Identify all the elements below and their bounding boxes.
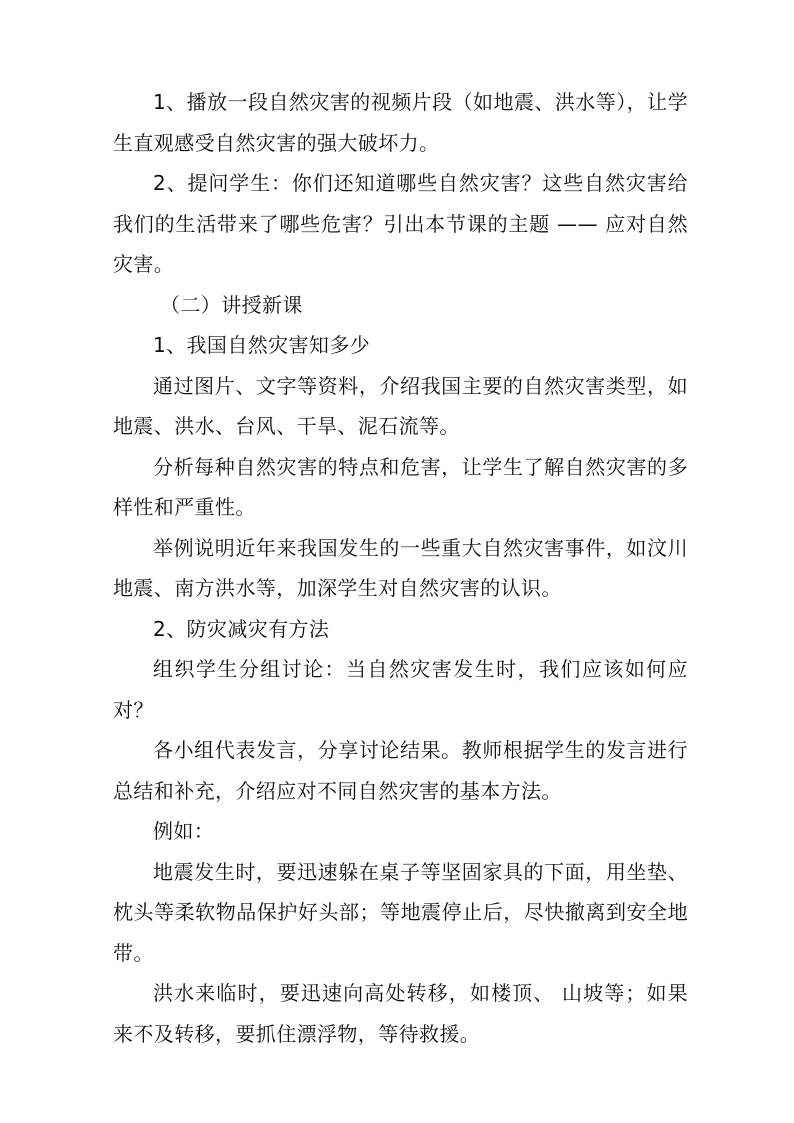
paragraph-disaster-types: 通过图片、文字等资料，介绍我国主要的自然灾害类型，如地震、洪水、台风、干旱、泥石流等。 — [113, 373, 688, 438]
document-body — [113, 82, 688, 1054]
paragraph-for-example: 例如： — [153, 819, 215, 843]
paragraph-group-discussion: 组织学生分组讨论：当自然灾害发生时，我们应该如何应对？ — [113, 657, 688, 722]
paragraph-disaster-analysis: 分析每种自然灾害的特点和危害，让学生了解自然灾害的多样性和严重性。 — [113, 454, 688, 519]
paragraph-earthquake-response: 地震发生时，要迅速躲在桌子等坚固家具的下面，用坐垫、枕头等柔软物品保护好头部；等地震停止后，尽快撤离到安全地带。 — [113, 859, 688, 965]
subheading-prevention-methods: 2、防灾减灾有方法 — [153, 616, 330, 641]
paragraph-flood-response: 洪水来临时，要迅速向高处转移，如楼顶、 山坡等；如果来不及转移，要抓住漂浮物，等待救援。 — [113, 981, 688, 1046]
section-heading-new-lesson: （二）讲授新课 — [160, 292, 303, 317]
paragraph-group-presentation: 各小组代表发言，分享讨论结果。教师根据学生的发言进行总结和补充，介绍应对不同自然灾害的基本方法。 — [113, 738, 688, 803]
paragraph-video-intro: 1、播放一段自然灾害的视频片段（如地震、洪水等），让学生直观感受自然灾害的强大破坏力。 — [113, 90, 688, 155]
paragraph-disaster-examples: 举例说明近年来我国发生的一些重大自然灾害事件，如汶川地震、南方洪水等，加深学生对自然灾害的认识。 — [113, 535, 688, 600]
paragraph-question: 2、提问学生：你们还知道哪些自然灾害？这些自然灾害给我们的生活带来了哪些危害？引出本节课的主题 —— 应对自然灾害。 — [113, 171, 688, 276]
subheading-disasters-overview: 1、我国自然灾害知多少 — [153, 333, 371, 357]
